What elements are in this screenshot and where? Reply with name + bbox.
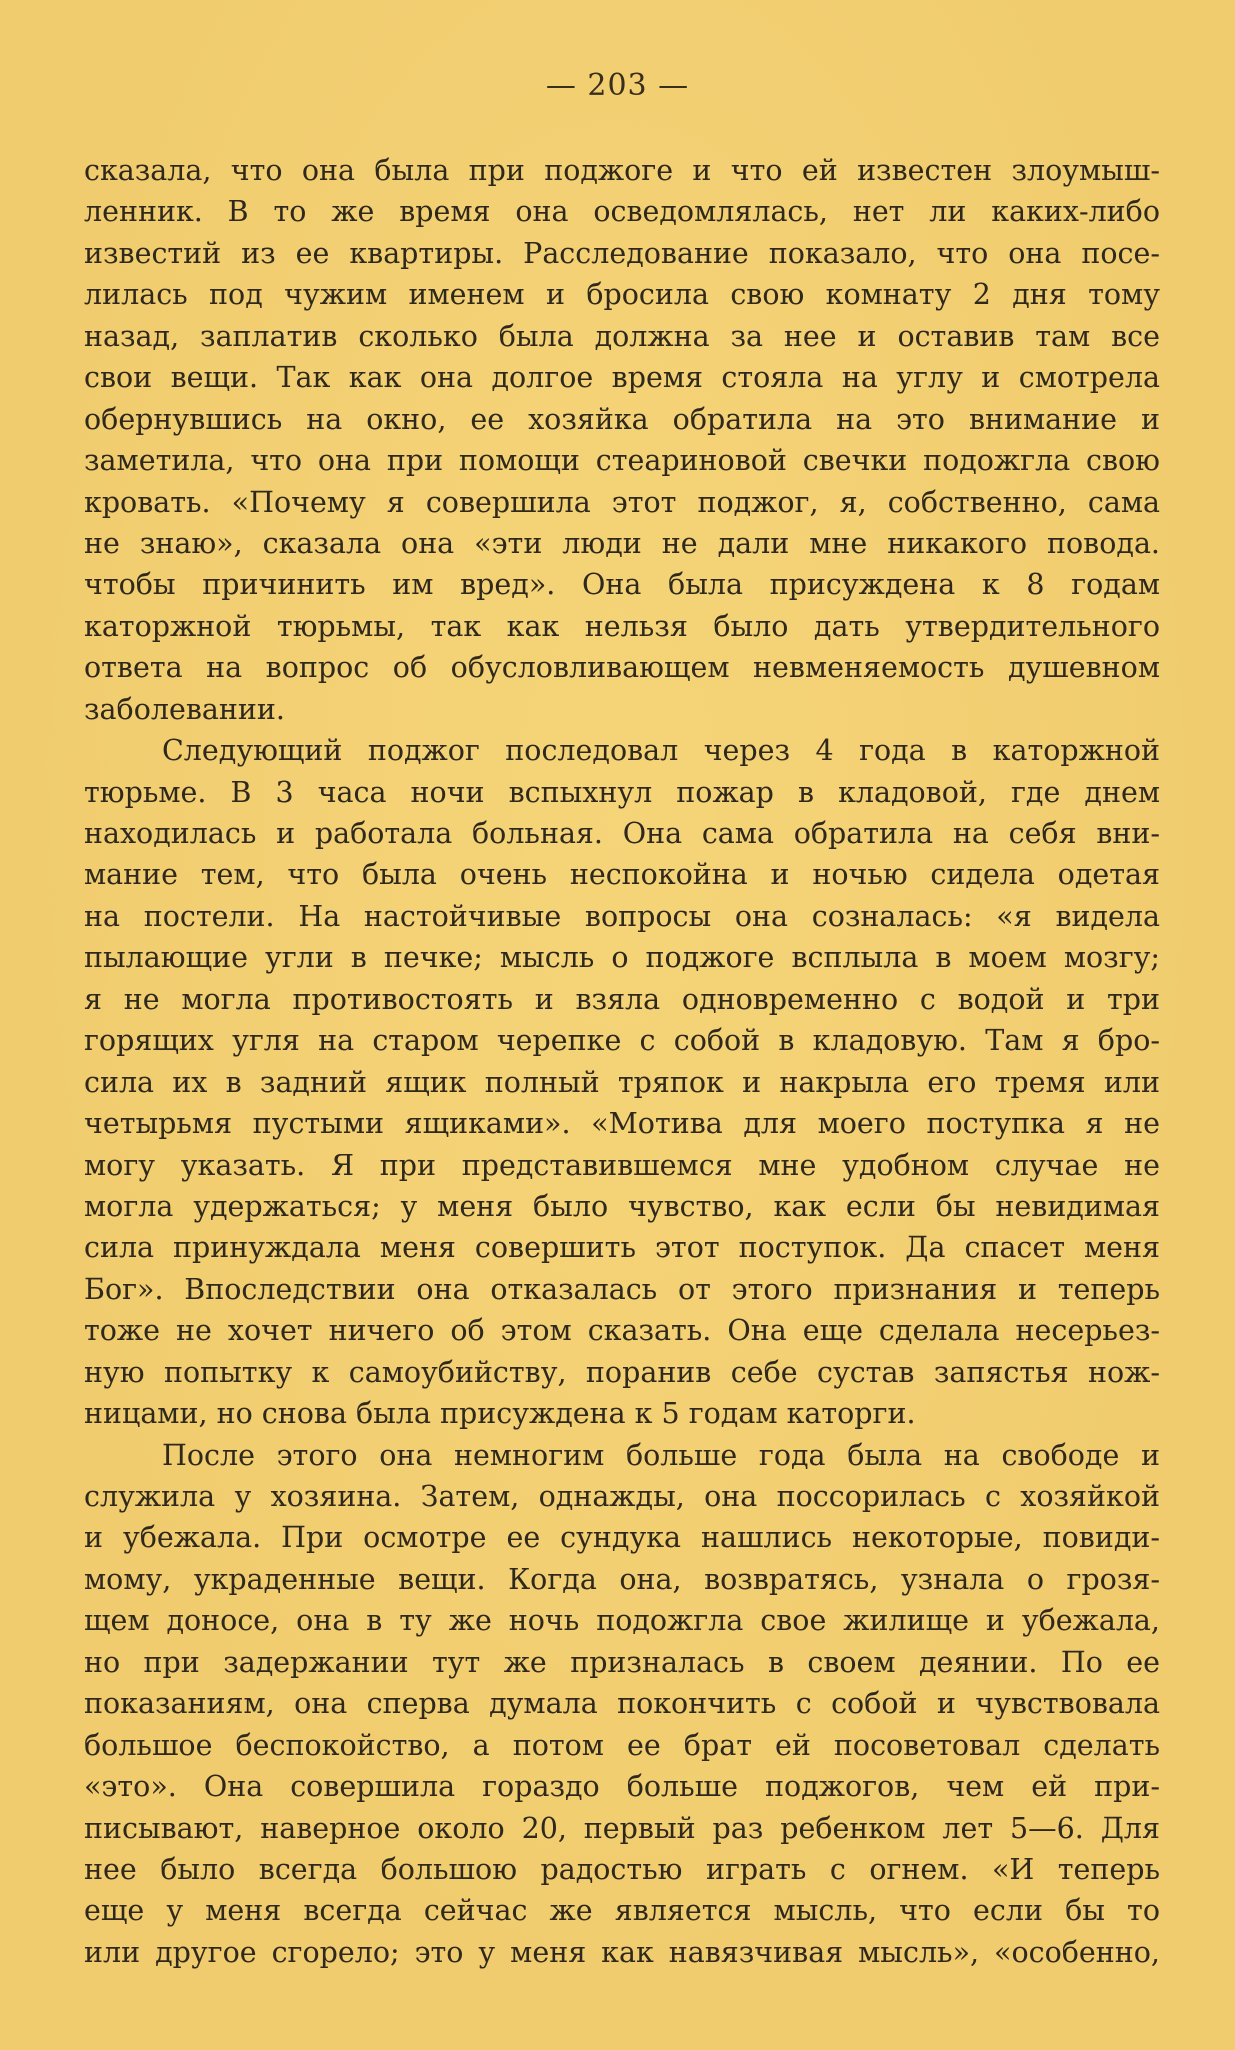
text-line: ницами, но снова была присуждена к 5 годам каторги. bbox=[84, 1397, 916, 1431]
text-line: кровать. «Почему я совершила этот поджог, я, собственно, сама bbox=[84, 485, 1160, 519]
text-line: заболевании. bbox=[84, 692, 285, 726]
text-line: сказала, что она была при поджоге и что ей известен злоумыш- bbox=[84, 154, 1160, 187]
text-line: лилась под чужим именем и бросила свою комнату 2 дня тому bbox=[84, 278, 1160, 312]
body-text bbox=[84, 150, 1160, 1973]
text-line: свои вещи. Так как она долгое время стояла на углу и смотрела bbox=[84, 361, 1160, 395]
text-line: После этого она немногим больше года была на свободе и bbox=[162, 1438, 1160, 1472]
text-line: чтобы причинить им вред». Она была присуждена к 8 годам bbox=[84, 568, 1160, 602]
text-line: тоже не хочет ничего об этом сказать. Она еще сделала несерьез- bbox=[84, 1314, 1160, 1348]
text-line: ленник. В то же время она осведомлялась, нет ли каких-либо bbox=[84, 195, 1160, 229]
text-line: находилась и работала больная. Она сама обратила на себя вни- bbox=[84, 817, 1160, 850]
text-line: писывают, наверное около 20, первый раз ребенком лет 5—6. Для bbox=[84, 1811, 1160, 1845]
text-line: щем доносе, она в ту же ночь подожгла свое жилище и убежала, bbox=[84, 1604, 1160, 1638]
text-line: могу указать. Я при представившемся мне удобном случае не bbox=[84, 1148, 1160, 1182]
text-line: назад, заплатив сколько была должна за нее и оставив там все bbox=[84, 319, 1160, 353]
text-line: на постели. На настойчивые вопросы она созналась: «я видела bbox=[84, 899, 1160, 933]
paragraph bbox=[84, 150, 1160, 730]
text-line: еще у меня всегда сейчас же является мысль, что если бы то bbox=[84, 1894, 1160, 1928]
text-line: показаниям, она сперва думала покончить с собой и чувствовала bbox=[84, 1687, 1160, 1721]
text-line: Следующий поджог последовал через 4 года в каторжной bbox=[162, 734, 1160, 768]
text-line: обернувшись на окно, ее хозяйка обратила на это внимание и bbox=[84, 402, 1160, 436]
text-line: сила их в задний ящик полный тряпок и накрыла его тремя или bbox=[84, 1065, 1160, 1099]
page-number: — 203 — bbox=[545, 68, 690, 103]
text-line: сила принуждала меня совершить этот поступок. Да спасет меня bbox=[84, 1231, 1160, 1265]
text-line: тюрьме. В 3 часа ночи вспыхнул пожар в кладовой, где днем bbox=[84, 775, 1160, 809]
text-line: я не могла противостоять и взяла одновременно с водой и три bbox=[84, 982, 1160, 1016]
text-line: заметила, что она при помощи стеариновой свечки подожгла свою bbox=[84, 444, 1160, 478]
text-line: или другое сгорело; это у меня как навязчивая мысль», «особенно, bbox=[84, 1935, 1160, 1969]
text-line: мому, украденные вещи. Когда она, возвратясь, узнала о грозя- bbox=[84, 1562, 1160, 1596]
text-line: пылающие угли в печке; мысль о поджоге всплыла в моем мозгу; bbox=[84, 941, 1160, 975]
text-line: ответа на вопрос об обусловливающем невменяемость душевном bbox=[84, 651, 1160, 685]
text-line: мание тем, что была очень неспокойна и ночью сидела одетая bbox=[84, 858, 1160, 892]
text-line: нее было всегда большою радостью играть с огнем. «И теперь bbox=[84, 1852, 1160, 1886]
text-line: но при задержании тут же призналась в своем деянии. По ее bbox=[84, 1645, 1160, 1679]
text-line: не знаю», сказала она «эти люди не дали мне никакого повода. bbox=[84, 526, 1160, 560]
text-line: Бог». Впоследствии она отказалась от этого признания и теперь bbox=[84, 1272, 1160, 1306]
paragraph bbox=[84, 730, 1160, 1434]
text-line: каторжной тюрьмы, так как нельзя было дать утвердительного bbox=[84, 609, 1160, 643]
text-line: известий из ее квартиры. Расследование показало, что она посе- bbox=[84, 236, 1160, 270]
text-line: четырьмя пустыми ящиками». «Мотива для моего поступка я не bbox=[84, 1107, 1160, 1141]
text-line: служила у хозяина. Затем, однажды, она поссорилась с хозяйкой bbox=[84, 1480, 1160, 1513]
text-line: «это». Она совершила гораздо больше поджогов, чем ей при- bbox=[84, 1770, 1160, 1804]
text-line: могла удержаться; у меня было чувство, как если бы невидимая bbox=[84, 1189, 1160, 1223]
text-line: большое беспокойство, а потом ее брат ей посоветовал сделать bbox=[84, 1728, 1160, 1762]
text-line: горящих угля на старом черепке с собой в кладовую. Там я бро- bbox=[84, 1024, 1160, 1058]
text-line: и убежала. При осмотре ее сундука нашлись некоторые, повиди- bbox=[84, 1521, 1160, 1555]
text-line: ную попытку к самоубийству, поранив себе сустав запястья нож- bbox=[84, 1355, 1160, 1389]
paragraph bbox=[84, 1435, 1160, 1974]
